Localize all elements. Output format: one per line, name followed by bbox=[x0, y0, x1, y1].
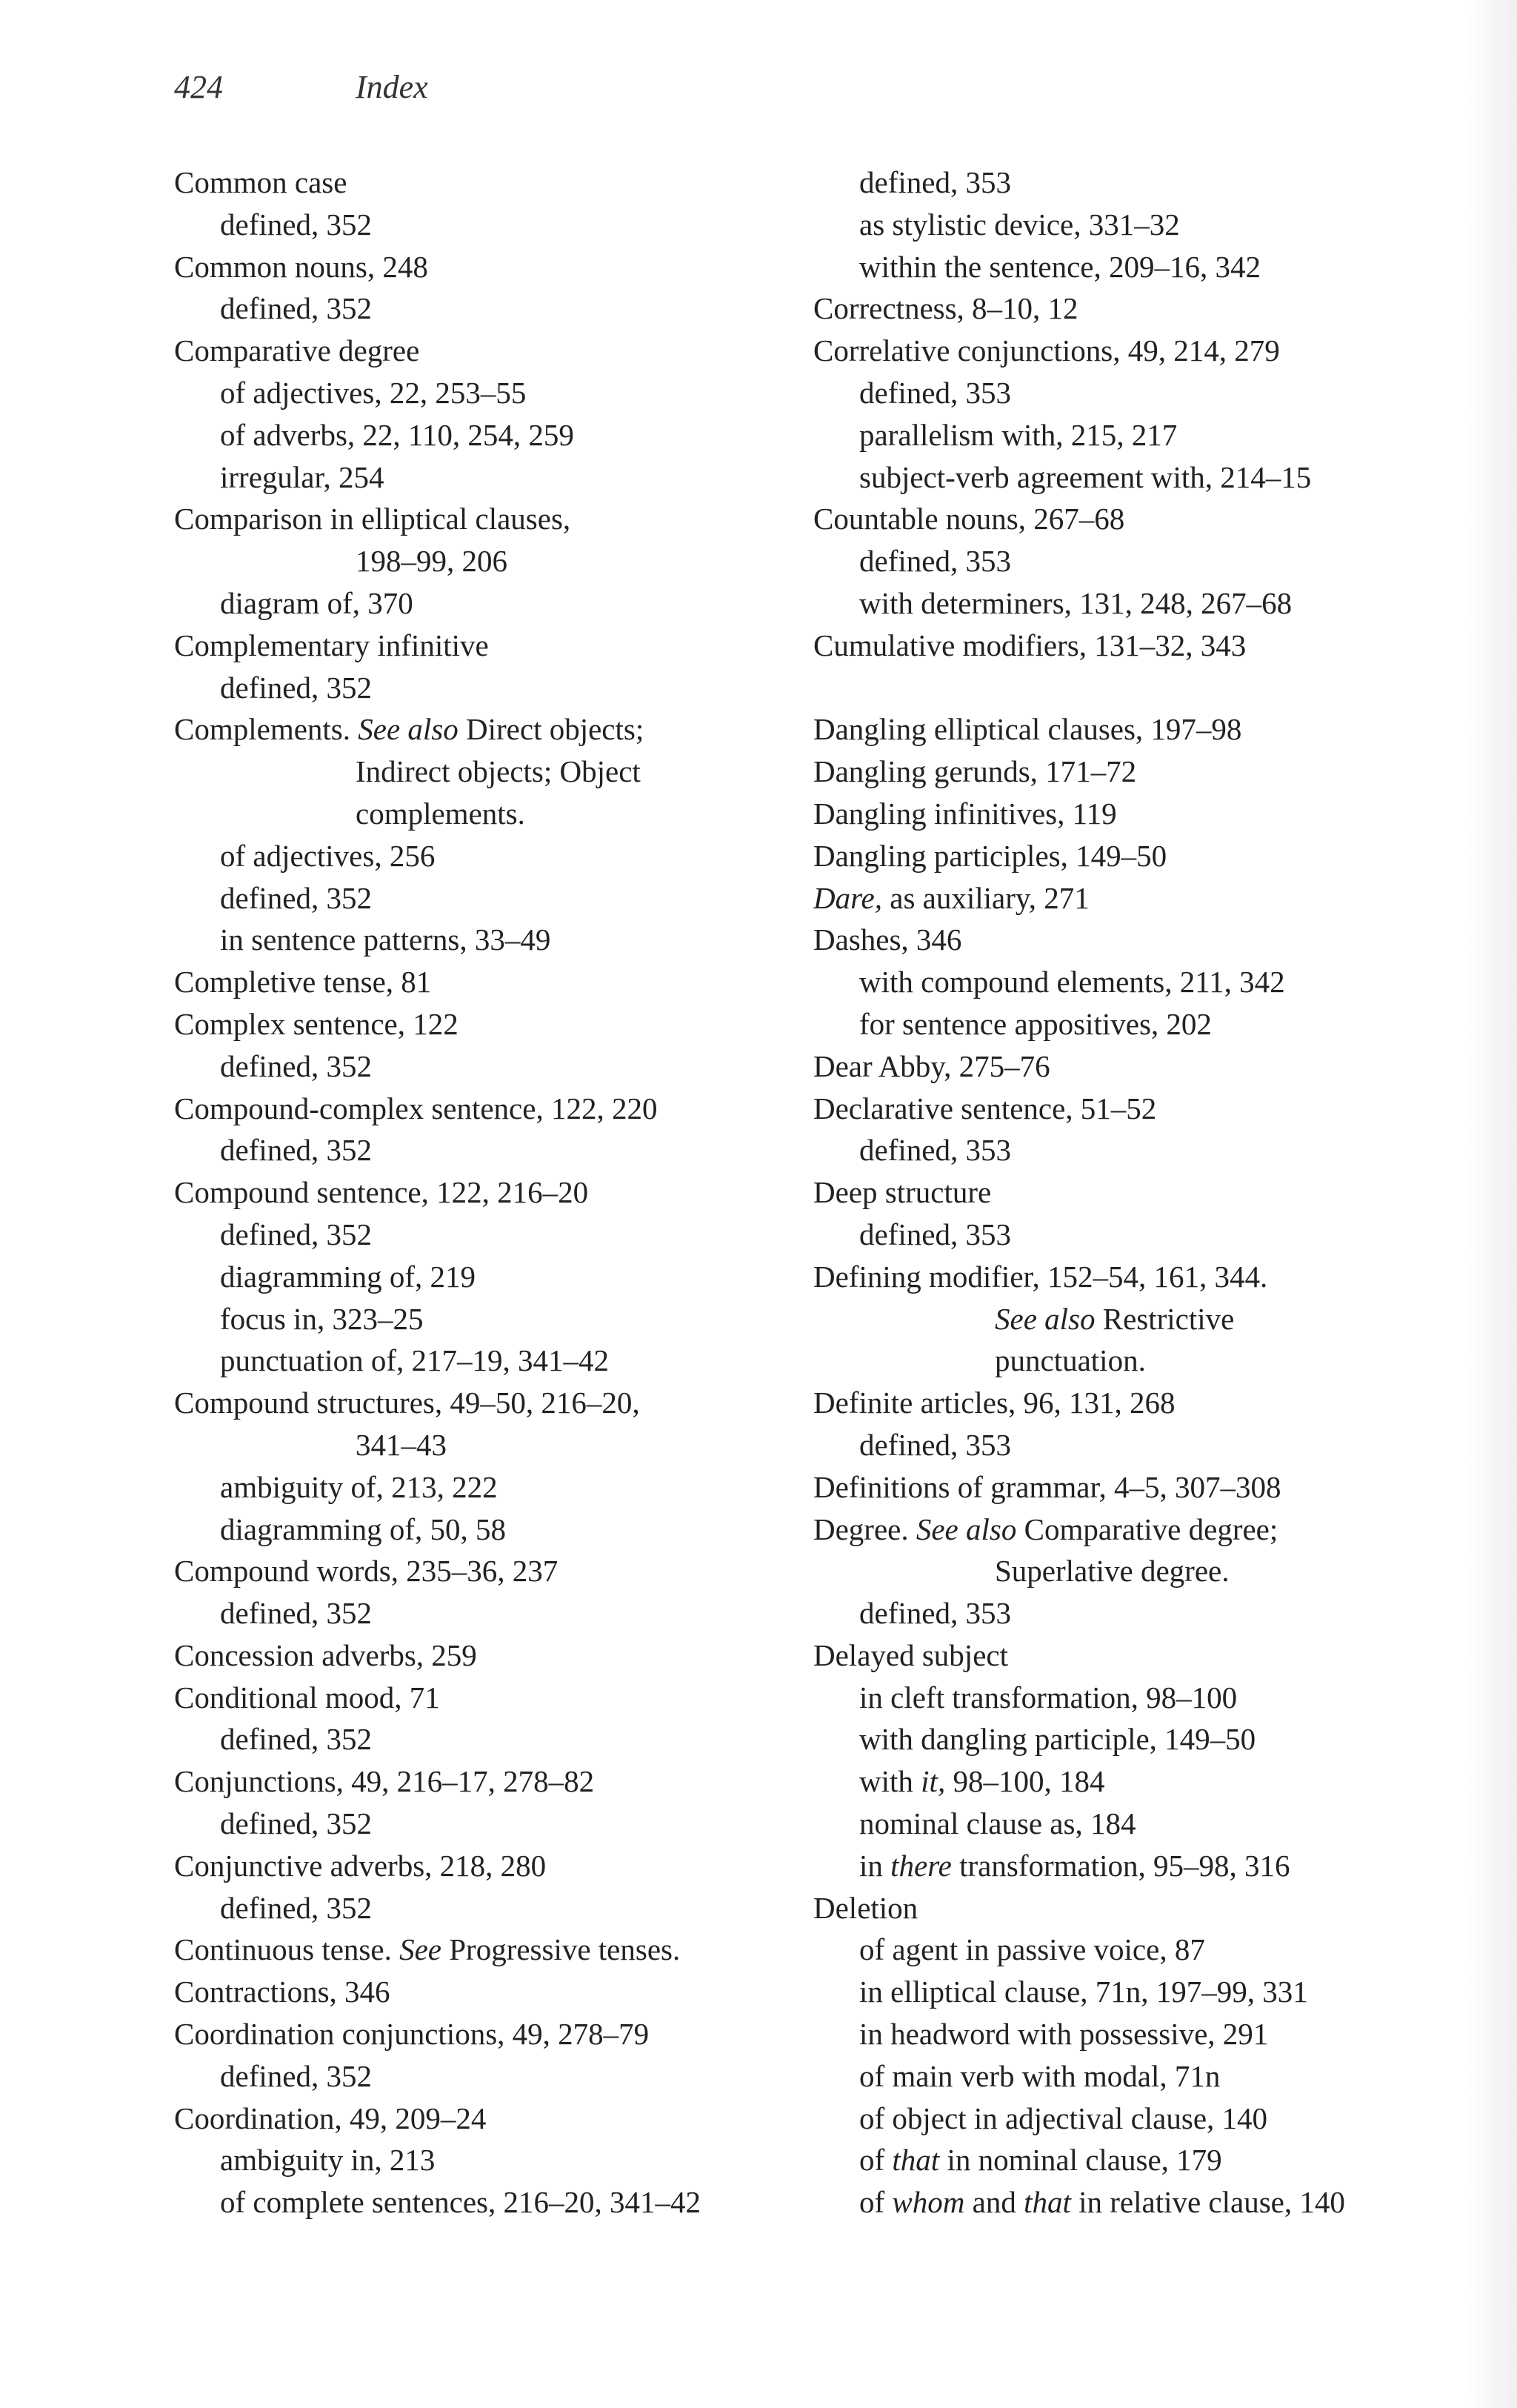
index-entry bbox=[174, 1845, 781, 1887]
index-continuation bbox=[174, 793, 781, 835]
index-text: Coordination conjunctions, 49, 278–79 bbox=[174, 2017, 650, 2052]
index-entry bbox=[813, 1171, 1465, 1214]
index-subentry bbox=[174, 1045, 781, 1088]
index-entry bbox=[813, 1088, 1465, 1130]
index-entry bbox=[813, 1466, 1465, 1509]
index-subentry bbox=[813, 204, 1465, 246]
index-text-italic: it, bbox=[921, 1764, 946, 1799]
index-entry bbox=[813, 287, 1465, 330]
index-text: Correlative conjunctions, 49, 214, 279 bbox=[813, 333, 1280, 368]
index-text: defined, 353 bbox=[859, 375, 1011, 410]
index-text: Conditional mood, 71 bbox=[174, 1680, 440, 1714]
index-entry bbox=[813, 793, 1465, 835]
index-text: complements. bbox=[356, 796, 525, 831]
index-entry bbox=[813, 1045, 1465, 1088]
index-column-right bbox=[813, 162, 1465, 2224]
index-subentry bbox=[174, 2139, 781, 2181]
index-subentry bbox=[813, 1677, 1465, 1719]
index-text: defined, 353 bbox=[859, 165, 1011, 199]
index-text: defined, 353 bbox=[859, 1217, 1011, 1251]
index-text: defined, 352 bbox=[220, 291, 372, 326]
index-entry bbox=[813, 835, 1465, 877]
index-text: defined, 353 bbox=[859, 1596, 1011, 1631]
index-text: ambiguity of, 213, 222 bbox=[220, 1469, 498, 1504]
index-text: of bbox=[859, 2143, 893, 2178]
index-text: Coordination, 49, 209–24 bbox=[174, 2101, 487, 2135]
index-text: Comparative degree; bbox=[1016, 1511, 1278, 1546]
index-text: Completive tense, 81 bbox=[174, 965, 432, 1000]
index-subentry bbox=[174, 1340, 781, 1382]
index-entry bbox=[813, 1509, 1465, 1551]
index-entry bbox=[174, 961, 781, 1003]
index-subentry bbox=[174, 287, 781, 330]
running-header bbox=[174, 68, 428, 106]
running-title: Index bbox=[356, 69, 428, 105]
index-text: Compound sentence, 122, 216–20 bbox=[174, 1175, 589, 1210]
index-entry bbox=[813, 1634, 1465, 1677]
index-text: defined, 352 bbox=[220, 1133, 372, 1168]
index-text: with dangling participle, 149–50 bbox=[859, 1722, 1256, 1757]
index-continuation bbox=[813, 1340, 1465, 1382]
index-text: Dangling infinitives, 119 bbox=[813, 796, 1117, 831]
index-subentry bbox=[813, 162, 1465, 204]
index-text: Dangling gerunds, 171–72 bbox=[813, 754, 1137, 789]
index-subentry bbox=[174, 414, 781, 456]
index-text: Continuous tense. bbox=[174, 1932, 400, 1967]
index-text: in headword with possessive, 291 bbox=[859, 2017, 1269, 2052]
index-text-italic: that bbox=[892, 2143, 940, 2178]
index-subentry bbox=[174, 1214, 781, 1256]
index-subentry bbox=[813, 1971, 1465, 2013]
index-text: in elliptical clause, 71n, 197–99, 331 bbox=[859, 1975, 1308, 2009]
index-entry bbox=[174, 162, 781, 204]
index-continuation bbox=[813, 1550, 1465, 1592]
index-entry bbox=[813, 1256, 1465, 1298]
index-subentry bbox=[174, 919, 781, 961]
index-text: Dangling participles, 149–50 bbox=[813, 838, 1167, 873]
index-continuation bbox=[174, 751, 781, 793]
index-entry bbox=[813, 708, 1465, 751]
index-text: defined, 353 bbox=[859, 544, 1011, 579]
index-text: Deep structure bbox=[813, 1175, 992, 1210]
index-text: Superlative degree. bbox=[995, 1554, 1230, 1589]
index-column-left bbox=[174, 162, 781, 2224]
index-entry bbox=[174, 1971, 781, 2013]
index-entry bbox=[174, 708, 781, 751]
index-subentry bbox=[813, 2055, 1465, 2098]
index-text-italic: See also bbox=[916, 1511, 1017, 1546]
index-subentry bbox=[174, 204, 781, 246]
index-text: defined, 353 bbox=[859, 1427, 1011, 1462]
index-subentry bbox=[174, 667, 781, 709]
index-text: in nominal clause, 179 bbox=[939, 2143, 1222, 2178]
index-text: Compound structures, 49–50, 216–20, bbox=[174, 1386, 640, 1420]
index-text: in bbox=[859, 1848, 891, 1883]
index-subentry bbox=[813, 246, 1465, 288]
index-text: in cleft transformation, 98–100 bbox=[859, 1680, 1238, 1714]
index-text: Correctness, 8–10, 12 bbox=[813, 291, 1078, 326]
index-subentry bbox=[813, 1003, 1465, 1045]
index-subentry bbox=[174, 1718, 781, 1760]
index-subentry bbox=[174, 1256, 781, 1298]
index-entry bbox=[813, 877, 1465, 919]
index-text: transformation, 95–98, 316 bbox=[951, 1848, 1290, 1883]
index-text: within the sentence, 209–16, 342 bbox=[859, 249, 1261, 284]
index-subentry bbox=[174, 1803, 781, 1845]
index-subentry bbox=[813, 1424, 1465, 1466]
index-text: defined, 352 bbox=[220, 880, 372, 915]
index-subentry bbox=[174, 877, 781, 919]
index-subentry bbox=[813, 961, 1465, 1003]
index-entry bbox=[813, 625, 1465, 667]
index-text: Complements. bbox=[174, 712, 359, 747]
index-text-italic: that bbox=[1024, 2185, 1071, 2220]
index-text: Contractions, 346 bbox=[174, 1975, 390, 2009]
index-entry bbox=[174, 1677, 781, 1719]
index-text: diagram of, 370 bbox=[220, 585, 413, 620]
index-text: 198–99, 206 bbox=[356, 544, 507, 579]
index-text: Comparative degree bbox=[174, 333, 420, 368]
index-text: of agent in passive voice, 87 bbox=[859, 1932, 1205, 1967]
index-text: of adverbs, 22, 110, 254, 259 bbox=[220, 417, 574, 452]
index-text: with bbox=[859, 1764, 921, 1799]
index-text: of main verb with modal, 71n bbox=[859, 2058, 1221, 2093]
index-text: defined, 352 bbox=[220, 2058, 372, 2093]
index-subentry bbox=[813, 456, 1465, 499]
index-entry bbox=[174, 1171, 781, 1214]
index-subentry bbox=[813, 2139, 1465, 2181]
index-entry bbox=[174, 498, 781, 540]
index-text: 98–100, 184 bbox=[945, 1764, 1105, 1799]
index-text: punctuation. bbox=[995, 1343, 1146, 1378]
index-entry bbox=[174, 2098, 781, 2140]
index-entry bbox=[813, 1382, 1465, 1424]
index-subentry bbox=[813, 2098, 1465, 2140]
index-text: defined, 352 bbox=[220, 670, 372, 705]
index-text-italic: See also bbox=[995, 1301, 1096, 1336]
index-text: with determiners, 131, 248, 267–68 bbox=[859, 585, 1293, 620]
index-text: defined, 352 bbox=[220, 1722, 372, 1757]
index-text: nominal clause as, 184 bbox=[859, 1806, 1136, 1841]
index-text-italic: See bbox=[399, 1932, 441, 1967]
index-text: Declarative sentence, 51–52 bbox=[813, 1091, 1157, 1125]
index-text: Direct objects; bbox=[458, 712, 644, 747]
index-text: Deletion bbox=[813, 1890, 918, 1925]
index-subentry bbox=[813, 1929, 1465, 1971]
index-subentry bbox=[174, 1129, 781, 1171]
index-text: Common nouns, 248 bbox=[174, 249, 428, 284]
index-entry bbox=[174, 1760, 781, 1803]
index-text: Common case bbox=[174, 165, 347, 199]
index-text: in sentence patterns, 33–49 bbox=[220, 922, 551, 957]
index-text: Countable nouns, 267–68 bbox=[813, 502, 1125, 536]
index-entry bbox=[813, 498, 1465, 540]
index-entry bbox=[174, 330, 781, 372]
index-text: of adjectives, 256 bbox=[220, 838, 436, 873]
index-text: Progressive tenses. bbox=[441, 1932, 681, 1967]
index-entry bbox=[174, 625, 781, 667]
index-text-italic: whom bbox=[892, 2185, 965, 2220]
index-text: defined, 352 bbox=[220, 207, 372, 242]
index-entry bbox=[174, 1382, 781, 1424]
index-continuation bbox=[813, 1298, 1465, 1340]
index-text: focus in, 323–25 bbox=[220, 1301, 424, 1336]
index-text: of object in adjectival clause, 140 bbox=[859, 2101, 1268, 2135]
index-text: Degree. bbox=[813, 1511, 916, 1546]
index-text: ambiguity in, 213 bbox=[220, 2143, 436, 2178]
index-text-italic: See also bbox=[358, 712, 459, 747]
index-text: punctuation of, 217–19, 341–42 bbox=[220, 1343, 609, 1378]
index-text: Dangling elliptical clauses, 197–98 bbox=[813, 712, 1242, 747]
index-entry bbox=[174, 2013, 781, 2055]
index-subentry bbox=[813, 1760, 1465, 1803]
index-text: Conjunctive adverbs, 218, 280 bbox=[174, 1848, 547, 1883]
index-text: Delayed subject bbox=[813, 1637, 1008, 1672]
index-subentry bbox=[174, 2181, 781, 2224]
index-subentry bbox=[813, 582, 1465, 625]
index-subentry bbox=[174, 1298, 781, 1340]
index-entry bbox=[174, 1634, 781, 1677]
index-text: defined, 353 bbox=[859, 1133, 1011, 1168]
index-subentry bbox=[813, 1592, 1465, 1634]
index-text: Restrictive bbox=[1095, 1301, 1235, 1336]
index-text: Indirect objects; Object bbox=[356, 754, 641, 789]
index-text: as auxiliary, 271 bbox=[882, 880, 1090, 915]
index-text: Compound words, 235–36, 237 bbox=[174, 1554, 559, 1589]
index-text: diagramming of, 50, 58 bbox=[220, 1511, 507, 1546]
index-subentry bbox=[813, 1214, 1465, 1256]
page-edge-shadow bbox=[1465, 0, 1517, 2408]
index-text: Concession adverbs, 259 bbox=[174, 1637, 477, 1672]
index-subentry bbox=[813, 540, 1465, 582]
index-text: Defining modifier, 152–54, 161, 344. bbox=[813, 1259, 1268, 1294]
index-subentry bbox=[174, 1592, 781, 1634]
index-entry bbox=[174, 1550, 781, 1592]
index-subentry bbox=[813, 2181, 1465, 2224]
index-subentry bbox=[813, 1718, 1465, 1760]
index-text: Cumulative modifiers, 131–32, 343 bbox=[813, 628, 1247, 662]
index-subentry bbox=[174, 372, 781, 414]
index-text: defined, 352 bbox=[220, 1048, 372, 1083]
index-text: of bbox=[859, 2185, 893, 2220]
index-text: as stylistic device, 331–32 bbox=[859, 207, 1180, 242]
index-text-italic: there bbox=[890, 1848, 952, 1883]
index-text: of complete sentences, 216–20, 341–42 bbox=[220, 2185, 701, 2220]
index-text: Conjunctions, 49, 216–17, 278–82 bbox=[174, 1764, 595, 1799]
page-number: 424 bbox=[174, 69, 223, 105]
index-text: in relative clause, 140 bbox=[1070, 2185, 1345, 2220]
index-subentry bbox=[174, 456, 781, 499]
index-text: Definitions of grammar, 4–5, 307–308 bbox=[813, 1469, 1281, 1504]
index-text: irregular, 254 bbox=[220, 459, 384, 494]
index-text: Dear Abby, 275–76 bbox=[813, 1048, 1050, 1083]
index-text: defined, 352 bbox=[220, 1596, 372, 1631]
index-subentry bbox=[174, 835, 781, 877]
index-text: for sentence appositives, 202 bbox=[859, 1006, 1212, 1041]
index-continuation bbox=[174, 1424, 781, 1466]
index-subentry bbox=[813, 372, 1465, 414]
index-entry bbox=[813, 1887, 1465, 1929]
index-entry bbox=[813, 919, 1465, 961]
index-entry bbox=[813, 330, 1465, 372]
index-text: diagramming of, 219 bbox=[220, 1259, 476, 1294]
index-spacer bbox=[813, 667, 1465, 709]
index-entry bbox=[174, 1088, 781, 1130]
index-subentry bbox=[174, 1887, 781, 1929]
index-entry bbox=[813, 751, 1465, 793]
index-text: of adjectives, 22, 253–55 bbox=[220, 375, 527, 410]
index-subentry bbox=[174, 1466, 781, 1509]
index-entry bbox=[174, 246, 781, 288]
index-text: Compound-complex sentence, 122, 220 bbox=[174, 1091, 658, 1125]
index-entry bbox=[174, 1929, 781, 1971]
index-subentry bbox=[813, 1803, 1465, 1845]
index-text: with compound elements, 211, 342 bbox=[859, 965, 1285, 1000]
index-subentry bbox=[174, 582, 781, 625]
index-subentry bbox=[813, 1845, 1465, 1887]
index-text: and bbox=[964, 2185, 1024, 2220]
index-subentry bbox=[174, 1509, 781, 1551]
index-subentry bbox=[813, 414, 1465, 456]
index-text: Comparison in elliptical clauses, bbox=[174, 502, 571, 536]
index-text: defined, 352 bbox=[220, 1806, 372, 1841]
index-text: defined, 352 bbox=[220, 1217, 372, 1251]
index-subentry bbox=[813, 1129, 1465, 1171]
index-text: Definite articles, 96, 131, 268 bbox=[813, 1386, 1176, 1420]
index-text: Dashes, 346 bbox=[813, 922, 962, 957]
index-continuation bbox=[174, 540, 781, 582]
index-text: Complex sentence, 122 bbox=[174, 1006, 459, 1041]
index-text: subject-verb agreement with, 214–15 bbox=[859, 459, 1312, 494]
index-subentry bbox=[174, 2055, 781, 2098]
index-entry bbox=[174, 1003, 781, 1045]
index-text: parallelism with, 215, 217 bbox=[859, 417, 1178, 452]
index-text: defined, 352 bbox=[220, 1890, 372, 1925]
index-text: Complementary infinitive bbox=[174, 628, 489, 662]
index-text: 341–43 bbox=[356, 1427, 447, 1462]
index-text-italic: Dare, bbox=[813, 880, 882, 915]
index-subentry bbox=[813, 2013, 1465, 2055]
